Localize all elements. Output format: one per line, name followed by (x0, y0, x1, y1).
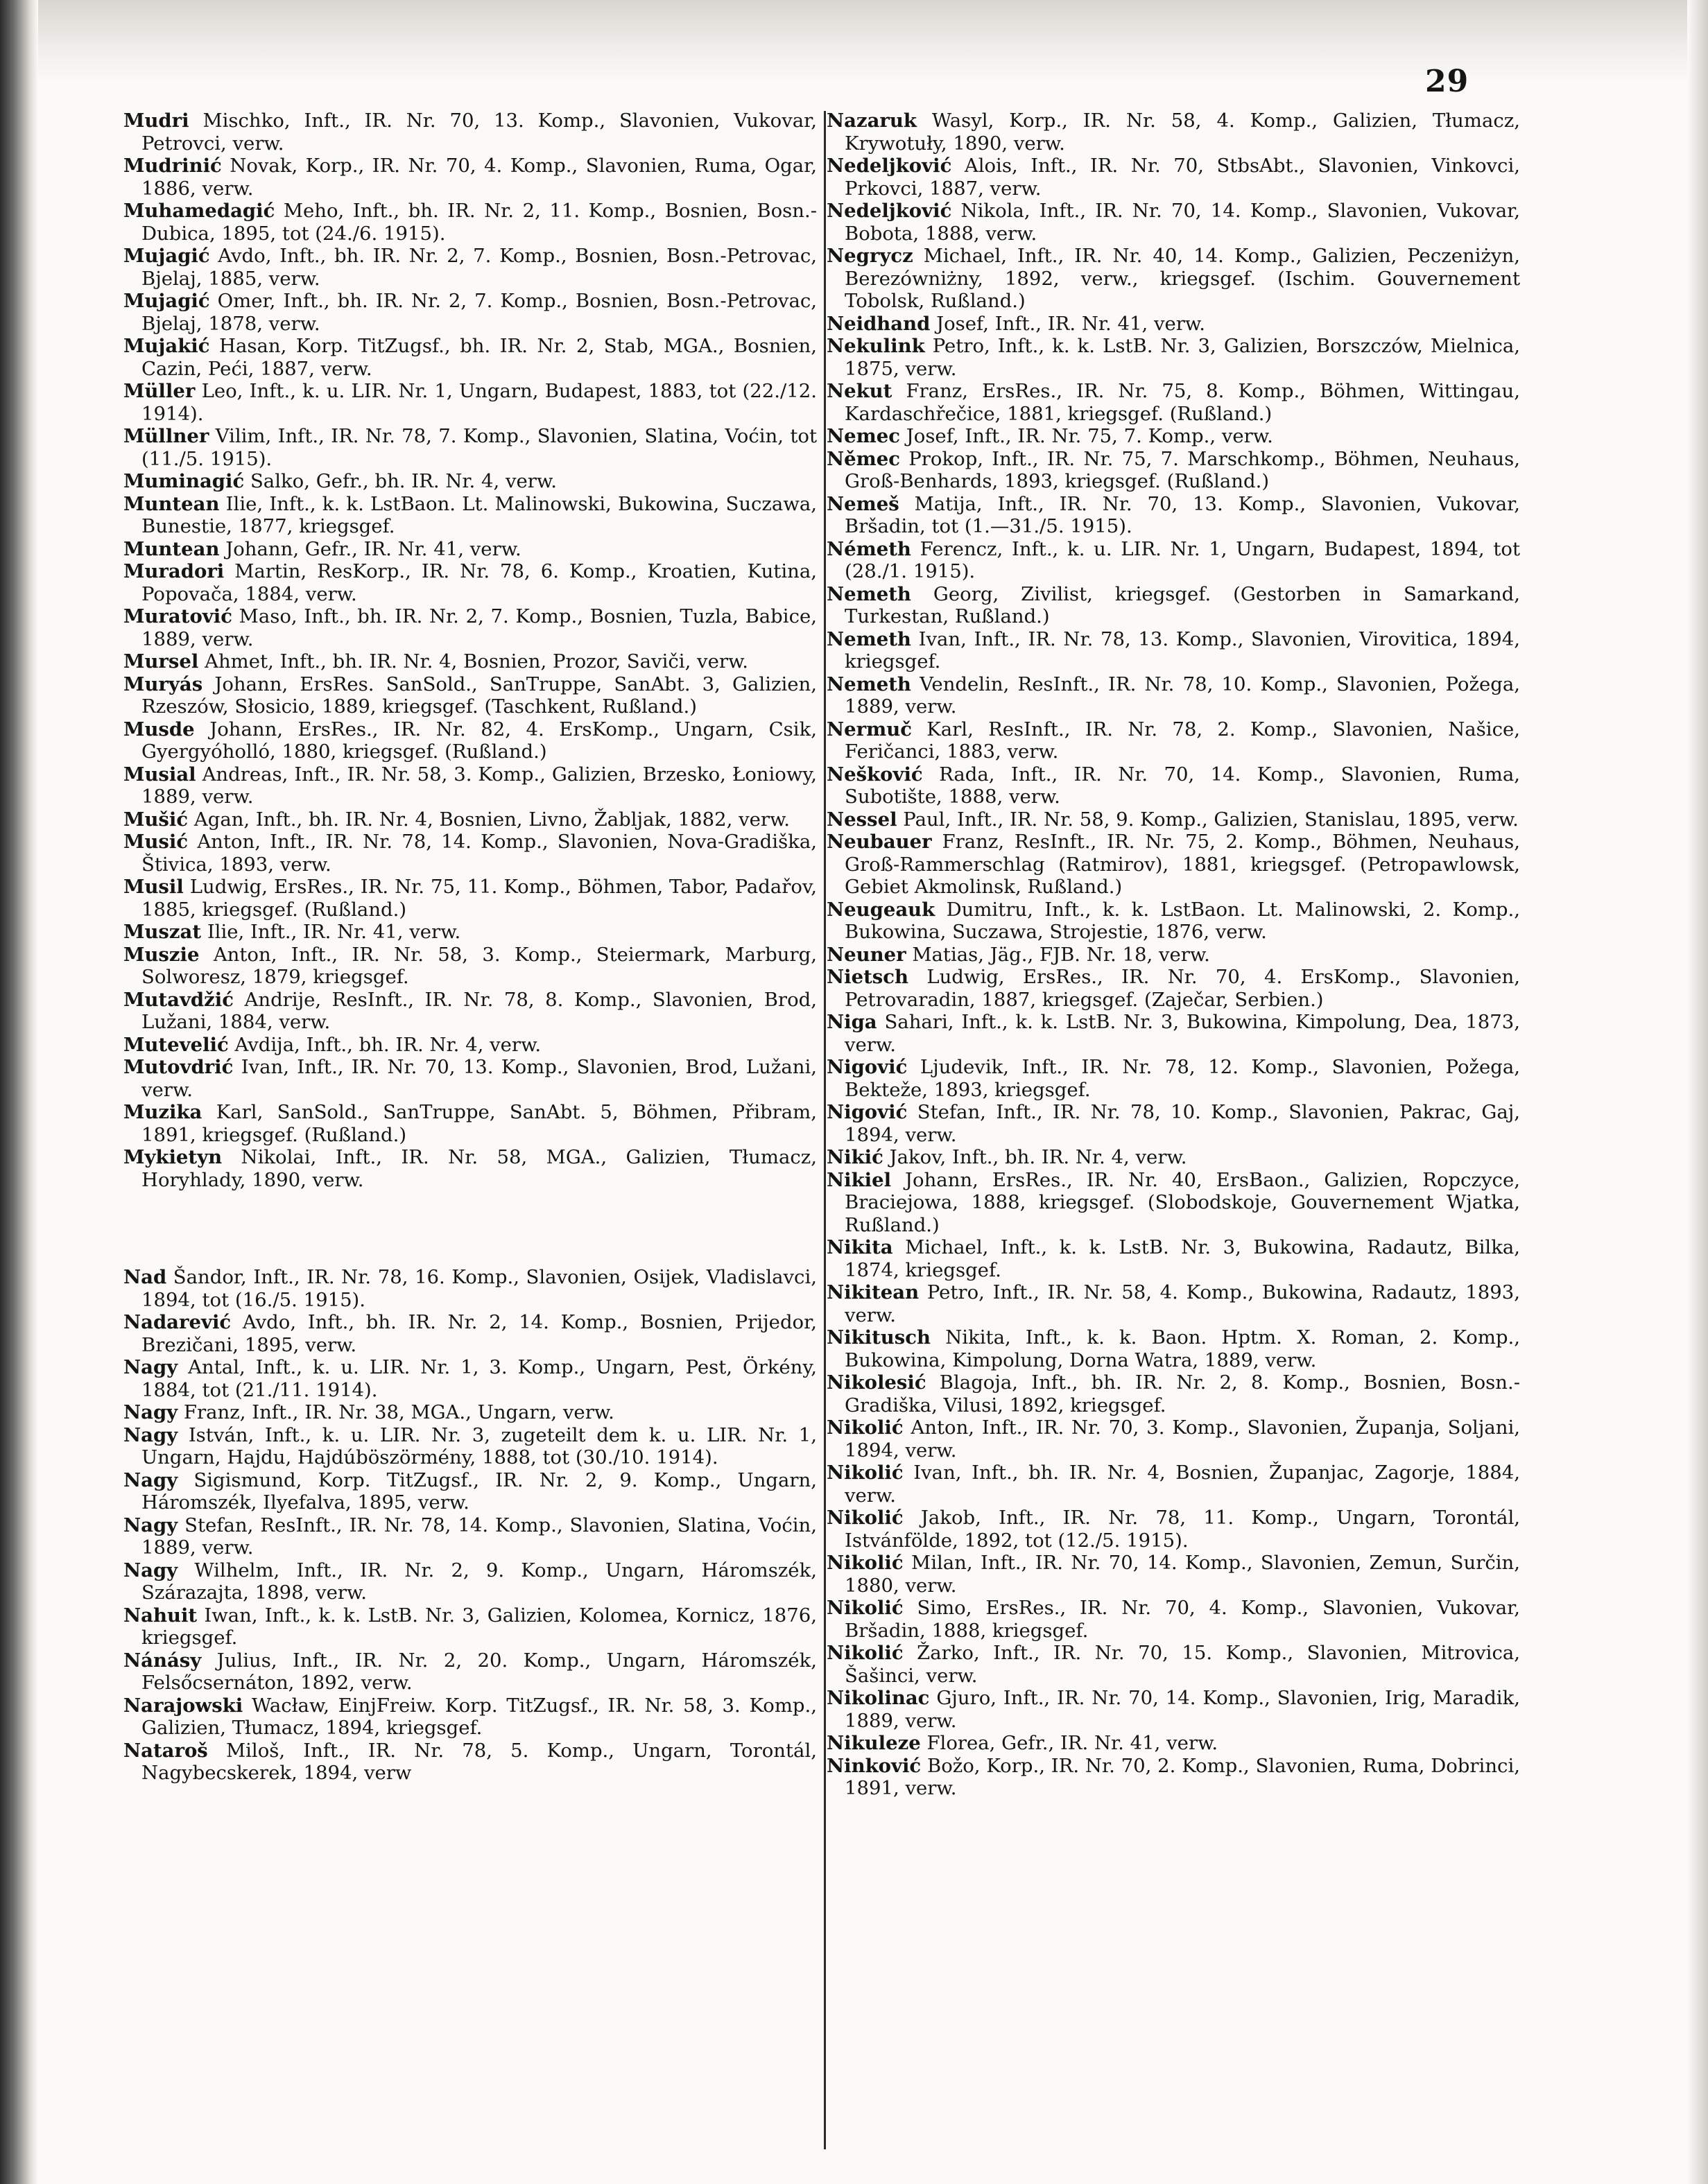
entry-details: Prokop, Inft., IR. Nr. 75, 7. Marschkomp., Böhmen, Neuhaus, Groß-Benhards, 1893, kriegsgef. (Rußland.) (845, 447, 1520, 492)
entry-details: Avdija, Inft., bh. IR. Nr. 4, verw. (234, 1033, 542, 1056)
entry-surname: Nemeth (827, 627, 911, 650)
entry-details: Šandor, Inft., IR. Nr. 78, 16. Komp., Slavonien, Osijek, Vladislavci, 1894, tot (16./5. 1915). (141, 1266, 817, 1311)
entry-details: Florea, Gefr., IR. Nr. 41, verw. (926, 1732, 1218, 1754)
entry-surname: Nedeljković (827, 200, 952, 222)
register-entry (123, 1424, 817, 1469)
register-entry (827, 1371, 1520, 1416)
register-entry (123, 921, 817, 944)
entry-details: Meho, Inft., bh. IR. Nr. 2, 11. Komp., Bosnien, Bosn.-Dubica, 1895, tot (24./6. 1915). (141, 200, 817, 245)
register-entry (123, 650, 817, 673)
register-entry (123, 1401, 817, 1424)
entry-details: Milan, Inft., IR. Nr. 70, 14. Komp., Slavonien, Zemun, Surčin, 1880, verw. (845, 1552, 1520, 1597)
register-entry (123, 1649, 817, 1695)
entry-surname: Musil (123, 876, 184, 898)
entry-surname: Mujakić (123, 335, 210, 357)
entry-details: Alois, Inft., IR. Nr. 70, StbsAbt., Slavonien, Vinkovci, Prkovci, 1887, verw. (845, 155, 1520, 200)
entry-details: Sigismund, Korp. TitZugsf., IR. Nr. 2, 9. Komp., Ungarn, Háromszék, Ilyefalva, 1895, verw. (141, 1468, 818, 1514)
entry-surname: Nermuč (827, 718, 912, 740)
entry-details: Ahmet, Inft., bh. IR. Nr. 4, Bosnien, Prozor, Saviči, verw. (205, 650, 749, 673)
entry-details: Matija, Inft., IR. Nr. 70, 13. Komp., Slavonien, Vukovar, Bršadin, tot (1.—31./5. 1915). (845, 492, 1520, 537)
entry-details: Iwan, Inft., k. k. LstB. Nr. 3, Galizien, Kolomea, Kornicz, 1876, kriegsgef. (141, 1604, 817, 1649)
register-entry (827, 1507, 1520, 1552)
entry-details: Wasyl, Korp., IR. Nr. 58, 4. Komp., Galizien, Tłumacz, Krywotuły, 1890, verw. (845, 110, 1520, 155)
entry-details: Petro, Inft., IR. Nr. 58, 4. Komp., Bukowina, Radautz, 1893, verw. (845, 1281, 1520, 1326)
register-entry (827, 1011, 1520, 1056)
register-entry (123, 1469, 817, 1514)
entry-details: Jakob, Inft., IR. Nr. 78, 11. Komp., Ungarn, Torontál, Istvánfölde, 1892, tot (12./5. 1915). (845, 1507, 1520, 1552)
entry-details: Ivan, Inft., IR. Nr. 78, 13. Komp., Slavonien, Virovitica, 1894, kriegsgef. (845, 627, 1520, 673)
entry-surname: Mutevelić (123, 1033, 229, 1056)
register-entry (827, 335, 1520, 380)
entry-details: Johann, ErsRes. SanSold., SanTruppe, SanAbt. 3, Galizien, Rzeszów, Słosicio, 1889, kriegsgef. (Taschkent, Rußland.) (141, 673, 817, 718)
entry-details: Simo, ErsRes., IR. Nr. 70, 4. Komp., Slavonien, Vukovar, Bršadin, 1888, kriegsgef. (845, 1597, 1520, 1642)
entry-details: Leo, Inft., k. u. LIR. Nr. 1, Ungarn, Budapest, 1883, tot (22./12. 1914). (141, 380, 817, 425)
register-entry (827, 1687, 1520, 1732)
register-entry (827, 493, 1520, 538)
register-entry (123, 1695, 817, 1740)
entry-surname: Nadarević (123, 1311, 232, 1333)
register-entry (123, 605, 817, 650)
entry-details: Agan, Inft., bh. IR. Nr. 4, Bosnien, Livno, Žabljak, 1882, verw. (193, 808, 791, 831)
entry-surname: Musić (123, 831, 189, 853)
entry-details: Nikola, Inft., IR. Nr. 70, 14. Komp., Slavonien, Vukovar, Bobota, 1888, verw. (845, 200, 1520, 245)
entry-surname: Musde (123, 718, 195, 740)
register-entry (827, 583, 1520, 628)
entry-details: Vendelin, ResInft., IR. Nr. 78, 10. Komp., Slavonien, Požega, 1889, verw. (845, 673, 1520, 718)
register-entry (123, 1740, 817, 1785)
entry-details: Dumitru, Inft., k. k. LstBaon. Lt. Malinowski, 2. Komp., Bukowina, Suczawa, Strojestie, 1876, verw. (845, 898, 1520, 943)
entry-surname: Nikolić (827, 1507, 904, 1529)
entry-surname: Neidhand (827, 312, 931, 335)
entry-surname: Nagy (123, 1468, 178, 1491)
register-entry (123, 1514, 817, 1559)
entry-surname: Mušić (123, 808, 189, 831)
entry-details: Omer, Inft., bh. IR. Nr. 2, 7. Komp., Bosnien, Bosn.-Petrovac, Bjelaj, 1878, verw. (141, 290, 817, 335)
entry-details: Ivan, Inft., IR. Nr. 70, 13. Komp., Slavonien, Brod, Lužani, verw. (141, 1056, 818, 1101)
entry-details: Avdo, Inft., bh. IR. Nr. 2, 14. Komp., Bosnien, Prijedor, Brezičani, 1895, verw. (141, 1311, 817, 1356)
entry-details: Jakov, Inft., bh. IR. Nr. 4, verw. (889, 1146, 1187, 1168)
entry-surname: Nigović (827, 1101, 908, 1123)
entry-surname: Nietsch (827, 966, 909, 988)
entry-details: Wacław, EinjFreiw. Korp. TitZugsf., IR. Nr. 58, 3. Komp., Galizien, Tłumacz, 1894, kriegsgef. (141, 1694, 817, 1739)
entry-surname: Nemeš (827, 492, 899, 515)
entry-details: Sahari, Inft., k. k. LstB. Nr. 3, Bukowina, Kimpolung, Dea, 1873, verw. (845, 1011, 1520, 1056)
entry-details: Johann, ErsRes., IR. Nr. 82, 4. ErsKomp., Ungarn, Csik, Gyergyóholló, 1880, kriegsgef. (Rußland.) (141, 718, 817, 763)
register-entry (827, 808, 1520, 831)
entry-surname: Ninković (827, 1754, 922, 1777)
entry-surname: Müller (123, 380, 196, 402)
entry-surname: Nikiel (827, 1168, 892, 1191)
right-column (827, 110, 1520, 1800)
register-entry (123, 1101, 817, 1146)
entry-details: Božo, Korp., IR. Nr. 70, 2. Komp., Slavonien, Ruma, Dobrinci, 1891, verw. (845, 1754, 1520, 1799)
entry-details: Wilhelm, Inft., IR. Nr. 2, 9. Komp., Ungarn, Háromszék, Szárazajta, 1898, verw. (141, 1559, 817, 1604)
entry-surname: Muratović (123, 605, 232, 627)
register-entry (123, 245, 817, 290)
register-entry (123, 470, 817, 493)
register-entry (827, 628, 1520, 673)
register-entry (123, 1604, 817, 1649)
entry-details: Georg, Zivilist, kriegsgef. (Gestorben in Samarkand, Turkestan, Rußland.) (845, 582, 1520, 627)
entry-surname: Mykietyn (123, 1146, 223, 1168)
register-entry (827, 1056, 1520, 1101)
entry-surname: Nekut (827, 380, 892, 402)
entry-details: Ivan, Inft., bh. IR. Nr. 4, Bosnien, Županjac, Zagorje, 1884, verw. (845, 1462, 1520, 1507)
entry-details: Salko, Gefr., bh. IR. Nr. 4, verw. (250, 470, 557, 492)
entry-details: Miloš, Inft., IR. Nr. 78, 5. Komp., Ungarn, Torontál, Nagybecskerek, 1894, verw (141, 1739, 817, 1784)
entry-surname: Nikolić (827, 1642, 904, 1664)
entry-surname: Narajowski (123, 1694, 243, 1717)
entry-surname: Nedeljković (827, 155, 952, 177)
register-entry (123, 425, 817, 470)
entry-details: Žarko, Inft., IR. Nr. 70, 15. Komp., Slavonien, Mitrovica, Šašinci, verw. (845, 1642, 1520, 1687)
register-entry (827, 1146, 1520, 1169)
entry-details: Martin, ResKorp., IR. Nr. 78, 6. Komp., Kroatien, Kutina, Popovača, 1884, verw. (141, 560, 817, 605)
register-entry (123, 380, 817, 425)
register-entry (827, 1326, 1520, 1371)
entry-surname: Nikolić (827, 1552, 904, 1574)
scan-edge-left (0, 0, 38, 2184)
register-entry (827, 448, 1520, 493)
register-entry (827, 1236, 1520, 1281)
entry-surname: Muzika (123, 1101, 202, 1123)
page-number: 29 (1425, 64, 1469, 99)
register-entry (827, 200, 1520, 245)
entry-surname: Nagy (123, 1514, 178, 1536)
register-entry (123, 155, 817, 200)
entry-surname: Nessel (827, 808, 897, 831)
entry-details: Ilie, Inft., IR. Nr. 41, verw. (207, 921, 461, 943)
entry-surname: Nikitusch (827, 1326, 931, 1349)
register-entry (123, 1266, 817, 1311)
register-entry (123, 1559, 817, 1604)
entry-details: Anton, Inft., IR. Nr. 70, 3. Komp., Slavonien, Županja, Soljani, 1894, verw. (845, 1416, 1520, 1462)
entry-surname: Nagy (123, 1356, 178, 1378)
register-entry (123, 560, 817, 605)
entry-surname: Mujagić (123, 290, 210, 312)
entry-details: Ilie, Inft., k. k. LstBaon. Lt. Malinowski, Bukowina, Suczawa, Bunestie, 1877, kriegsgef. (141, 492, 817, 537)
entry-surname: Nagy (123, 1559, 178, 1581)
entry-surname: Muszie (123, 943, 200, 966)
register-entry (827, 1755, 1520, 1800)
register-entry (123, 718, 817, 763)
register-entry (123, 493, 817, 538)
entry-details: Stefan, ResInft., IR. Nr. 78, 14. Komp., Slavonien, Slatina, Voćin, 1889, verw. (141, 1514, 817, 1559)
entry-details: Andrije, ResInft., IR. Nr. 78, 8. Komp., Slavonien, Brod, Lužani, 1884, verw. (141, 988, 817, 1033)
entry-surname: Nemec (827, 425, 900, 447)
register-entry (827, 1732, 1520, 1755)
register-entry (827, 1597, 1520, 1642)
register-entry (827, 1101, 1520, 1146)
entry-surname: Nikolesić (827, 1371, 926, 1394)
entry-surname: Němec (827, 447, 900, 470)
column-divider (824, 111, 826, 2149)
entry-surname: Mujagić (123, 245, 210, 267)
entry-details: Josef, Inft., IR. Nr. 75, 7. Komp., verw. (906, 425, 1273, 447)
entry-details: Franz, ErsRes., IR. Nr. 75, 8. Komp., Böhmen, Wittingau, Kardaschřečice, 1881, kriegsgef. (Rußland.) (845, 380, 1520, 425)
register-entry (827, 718, 1520, 763)
entry-details: Ljudevik, Inft., IR. Nr. 78, 12. Komp., Slavonien, Požega, Bekteže, 1893, kriegsgef. (845, 1056, 1520, 1101)
register-entry (827, 1552, 1520, 1597)
register-entry (827, 831, 1520, 899)
register-entry (123, 1146, 817, 1191)
entry-details: Karl, SanSold., SanTruppe, SanAbt. 5, Böhmen, Přibram, 1891, kriegsgef. (Rußland.) (141, 1101, 817, 1146)
entry-surname: Nikolinac (827, 1687, 930, 1709)
entry-surname: Nešković (827, 763, 923, 786)
entry-surname: Nikita (827, 1236, 893, 1258)
entry-surname: Muhamedagić (123, 200, 275, 222)
register-entry (123, 673, 817, 718)
register-entry (827, 425, 1520, 448)
entry-surname: Nataroš (123, 1739, 208, 1762)
entry-details: Avdo, Inft., bh. IR. Nr. 2, 7. Komp., Bosnien, Bosn.-Petrovac, Bjelaj, 1885, verw. (141, 245, 817, 290)
entry-details: Mischko, Inft., IR. Nr. 70, 13. Komp., Slavonien, Vukovar, Petrovci, verw. (141, 110, 817, 155)
register-entry (827, 1462, 1520, 1507)
entry-surname: Nikolić (827, 1462, 904, 1484)
register-entry (827, 380, 1520, 425)
entry-surname: Mutavdžić (123, 988, 234, 1011)
register-entry (123, 1034, 817, 1057)
entry-surname: Nikolić (827, 1597, 904, 1619)
register-entry (123, 538, 817, 561)
entry-surname: Nikitean (827, 1281, 920, 1303)
entry-surname: Nahuit (123, 1604, 198, 1627)
entry-details: Hasan, Korp. TitZugsf., bh. IR. Nr. 2, Stab, MGA., Bosnien, Cazin, Peći, 1887, verw. (141, 335, 817, 380)
entry-surname: Neubauer (827, 831, 932, 853)
register-entry (827, 110, 1520, 155)
entry-surname: Nekulink (827, 335, 925, 357)
entry-details: Anton, Inft., IR. Nr. 58, 3. Komp., Steiermark, Marburg, Solworesz, 1879, kriegsgef. (141, 943, 817, 988)
register-entry (827, 538, 1520, 583)
register-entry (123, 989, 817, 1034)
register-entry (827, 1416, 1520, 1462)
register-entry (123, 763, 817, 808)
entry-details: Rada, Inft., IR. Nr. 70, 14. Komp., Slavonien, Ruma, Subotište, 1888, verw. (845, 763, 1520, 808)
entry-details: Stefan, Inft., IR. Nr. 78, 10. Komp., Slavonien, Pakrac, Gaj, 1894, verw. (845, 1101, 1520, 1146)
register-entry (827, 1642, 1520, 1687)
register-entry (827, 1169, 1520, 1237)
register-entry (827, 155, 1520, 200)
entry-surname: Muradori (123, 560, 225, 582)
entry-surname: Nagy (123, 1423, 178, 1446)
register-entry (123, 335, 817, 380)
register-entry (123, 944, 817, 989)
entry-surname: Németh (827, 537, 911, 560)
entry-surname: Muszat (123, 921, 202, 943)
entry-details: Ferencz, Inft., k. u. LIR. Nr. 1, Ungarn, Budapest, 1894, tot (28./1. 1915). (845, 537, 1520, 582)
entry-details: Novak, Korp., IR. Nr. 70, 4. Komp., Slavonien, Ruma, Ogar, 1886, verw. (141, 155, 817, 200)
entry-surname: Nikić (827, 1146, 883, 1168)
entry-surname: Nigović (827, 1056, 908, 1078)
register-entry (123, 1356, 817, 1401)
entry-surname: Niga (827, 1011, 877, 1033)
scan-edge-right (1687, 0, 1708, 2184)
entry-details: Karl, ResInft., IR. Nr. 78, 2. Komp., Slavonien, Našice, Feričanci, 1883, verw. (845, 718, 1520, 763)
entry-surname: Muntean (123, 492, 220, 515)
entry-surname: Negrycz (827, 245, 913, 267)
entry-details: Nikita, Inft., k. k. Baon. Hptm. X. Roman, 2. Komp., Bukowina, Kimpolung, Dorna Watra, 1889, verw. (845, 1326, 1520, 1371)
entry-details: Anton, Inft., IR. Nr. 78, 14. Komp., Slavonien, Nova-Gradiška, Štivica, 1893, verw. (141, 831, 817, 876)
entry-details: Michael, Inft., k. k. LstB. Nr. 3, Bukowina, Radautz, Bilka, 1874, kriegsgef. (845, 1236, 1520, 1281)
register-entry (827, 1281, 1520, 1326)
entry-details: Johann, ErsRes., IR. Nr. 40, ErsBaon., Galizien, Ropczyce, Braciejowa, 1888, kriegsgef. (Slobodskoje, Gouvernement Wjatka, Rußland.) (845, 1168, 1520, 1236)
section-gap (123, 1191, 817, 1266)
entry-surname: Müllner (123, 425, 209, 447)
entry-details: Vilim, Inft., IR. Nr. 78, 7. Komp., Slavonien, Slatina, Voćin, tot (11./5. 1915). (141, 425, 818, 470)
entry-surname: Mutovdrić (123, 1056, 234, 1078)
register-entry (123, 808, 817, 831)
register-entry (123, 290, 817, 335)
entry-details: Josef, Inft., IR. Nr. 41, verw. (936, 312, 1205, 335)
register-entry (827, 966, 1520, 1011)
register-entry (827, 899, 1520, 944)
register-entry (123, 110, 817, 155)
entry-surname: Nikuleze (827, 1732, 921, 1754)
entry-details: Paul, Inft., IR. Nr. 58, 9. Komp., Galizien, Stanislau, 1895, verw. (903, 808, 1519, 831)
entry-surname: Neuner (827, 943, 906, 966)
entry-details: Andreas, Inft., IR. Nr. 58, 3. Komp., Galizien, Brzesko, Łoniowy, 1889, verw. (141, 763, 817, 808)
register-entry (123, 1056, 817, 1101)
entry-details: Petro, Inft., k. k. LstB. Nr. 3, Galizien, Borszczów, Mielnica, 1875, verw. (845, 335, 1520, 380)
entry-surname: Mudri (123, 110, 189, 132)
register-entry (827, 313, 1520, 336)
entry-details: Blagoja, Inft., bh. IR. Nr. 2, 8. Komp., Bosnien, Bosn.-Gradiška, Vilusi, 1892, kriegsgef. (845, 1371, 1520, 1416)
register-entry (827, 944, 1520, 967)
entry-details: Maso, Inft., bh. IR. Nr. 2, 7. Komp., Bosnien, Tuzla, Babice, 1889, verw. (141, 605, 817, 650)
entry-surname: Nad (123, 1266, 167, 1288)
entry-details: István, Inft., k. u. LIR. Nr. 3, zugeteilt dem k. u. LIR. Nr. 1, Ungarn, Hajdu, Hajdúböszörmény, 1888, tot (30./10. 1914). (141, 1423, 817, 1468)
register-entry (827, 245, 1520, 313)
entry-surname: Nazaruk (827, 110, 917, 132)
register-entry (123, 876, 817, 921)
entry-details: Michael, Inft., IR. Nr. 40, 14. Komp., Galizien, Peczeniżyn, Berezówniżny, 1892, verw., kriegsgef. (Ischim. Gouvernement Tobolsk, Rußland.) (845, 245, 1520, 312)
entry-surname: Muntean (123, 537, 220, 560)
register-entry (123, 831, 817, 876)
register-entry (123, 1311, 817, 1356)
entry-surname: Neugeauk (827, 898, 935, 921)
entry-details: Ludwig, ErsRes., IR. Nr. 75, 11. Komp., Böhmen, Tabor, Padařov, 1885, kriegsgef. (Rußland.) (141, 876, 817, 921)
entry-surname: Mursel (123, 650, 199, 673)
entry-surname: Nagy (123, 1401, 178, 1423)
entry-details: Matias, Jäg., FJB. Nr. 18, verw. (912, 943, 1210, 966)
entry-surname: Muminagić (123, 470, 245, 492)
entry-details: Nikolai, Inft., IR. Nr. 58, MGA., Galizien, Tłumacz, Horyhlady, 1890, verw. (141, 1146, 817, 1191)
entry-surname: Mudrinić (123, 155, 222, 177)
entry-surname: Nemeth (827, 582, 911, 605)
entry-details: Franz, Inft., IR. Nr. 38, MGA., Ungarn, verw. (183, 1401, 614, 1423)
entry-details: Johann, Gefr., IR. Nr. 41, verw. (225, 537, 521, 560)
register-entry (827, 673, 1520, 718)
entry-surname: Musial (123, 763, 196, 786)
entry-surname: Nánásy (123, 1649, 202, 1672)
entry-details: Ludwig, ErsRes., IR. Nr. 70, 4. ErsKomp., Slavonien, Petrovaradin, 1887, kriegsgef. (Zaječar, Serbien.) (845, 966, 1521, 1011)
register-entry (827, 763, 1520, 808)
register-entry (123, 200, 817, 245)
entry-details: Gjuro, Inft., IR. Nr. 70, 14. Komp., Slavonien, Irig, Maradik, 1889, verw. (845, 1687, 1520, 1732)
entry-details: Julius, Inft., IR. Nr. 2, 20. Komp., Ungarn, Háromszék, Felsőcsernáton, 1892, verw. (141, 1649, 817, 1694)
entry-details: Franz, ResInft., IR. Nr. 75, 2. Komp., Böhmen, Neuhaus, Groß-Rammerschlag (Ratmirov), 1881, kriegsgef. (Petropawlowsk, Gebiet Akmolinsk, Rußland.) (845, 831, 1520, 898)
entry-details: Antal, Inft., k. u. LIR. Nr. 1, 3. Komp., Ungarn, Pest, Örkény, 1884, tot (21./11. 1914). (141, 1356, 817, 1401)
left-column (123, 110, 817, 1785)
entry-surname: Nemeth (827, 673, 911, 695)
entry-surname: Muryás (123, 673, 203, 695)
entry-surname: Nikolić (827, 1416, 904, 1439)
